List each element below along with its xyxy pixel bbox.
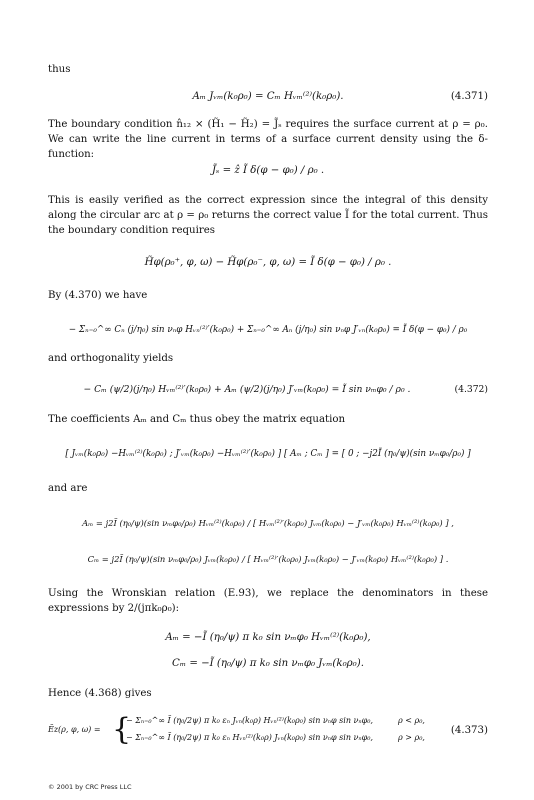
paragraph-boundary-condition: The boundary condition n̂₁₂ × (H̃₁ − H̃₂) = J̃ₛ requires the surface current at ρ = ρ₀. We can write the line current in terms of a surface current density using the δ-function: (48, 119, 488, 160)
equation-Cm (48, 542, 488, 576)
text-orthogonality: and orthogonality yields (48, 353, 174, 364)
equation-case-inner: − Σₙ₌₀^∞ Ĩ (η₀/2ψ) π k₀ εₙ Jᵥₙ(k₀ρ) Hᵥₙ⁽²⁾(k₀ρ₀) sin νₙφ sin νₙφ₀, (126, 716, 373, 725)
equation-number: (4.373) (450, 725, 488, 736)
text-thus: thus (48, 64, 71, 75)
equation-body: Cₘ = −Ĩ (η₀/ψ) π k₀ sin νₘφ₀ Jᵥₘ(k₀ρ₀). (172, 658, 364, 669)
equation-4-372 (48, 376, 488, 404)
equation-number: (4.371) (450, 91, 488, 102)
equation-body: [ Jᵥₘ(k₀ρ₀) −Hᵥₘ⁽²⁾(k₀ρ₀) ; J′ᵥₘ(k₀ρ₀) −Hᵥₘ⁽²⁾′(k₀ρ₀) ] [ Aₘ ; Cₘ ] = [ 0 ; −j2Ĩ (η₀/ψ)(sin νₘφ₀/ρ₀) ] (65, 449, 471, 459)
text-and-are: and are (48, 483, 88, 494)
text-hence: Hence (4.368) gives (48, 688, 152, 699)
equation-4-371 (48, 91, 488, 102)
equation-matrix (48, 432, 488, 476)
equation-surface-current (48, 156, 488, 186)
equation-4-373 (48, 712, 488, 752)
equation-body: Aₘ = −Ĩ (η₀/ψ) π k₀ sin νₘφ₀ Hᵥₘ⁽²⁾(k₀ρ₀), (165, 632, 371, 643)
equation-body: Cₘ = j2Ĩ (η₀/ψ)(sin νₘφ₀/ρ₀) Jᵥₘ(k₀ρ₀) / [ Hᵥₘ⁽²⁾′(k₀ρ₀) Jᵥₘ(k₀ρ₀) − J′ᵥₘ(k₀ρ₀) Hᵥₘ⁽²⁾(k₀ρ₀) ] . (87, 554, 449, 564)
text-by-4-370: By (4.370) we have (48, 290, 148, 301)
equation-body: H̃φ(ρ₀⁺, φ, ω) − H̃φ(ρ₀⁻, φ, ω) = Ĩ δ(φ − φ₀) / ρ₀ . (144, 257, 392, 268)
equation-case-outer-condition: ρ > ρ₀, (398, 733, 425, 742)
brace-glyph: { (112, 712, 132, 747)
equation-Am-simplified (48, 626, 488, 650)
paragraph-wronskian: Using the Wronskian relation (E.93), we replace the denominators in these expressions by 2/(jπk₀ρ₀): (48, 588, 488, 614)
equation-body: J̃ₛ = ẑ Ĩ δ(φ − φ₀) / ρ₀ . (211, 165, 325, 176)
equation-Am (48, 506, 488, 540)
copyright-footer: © 2001 by CRC Press LLC (48, 783, 132, 791)
equation-body: − Cₘ (ψ/2)(j/η₀) Hᵥₘ⁽²⁾′(k₀ρ₀) + Aₘ (ψ/2)(j/η₀) J′ᵥₘ(k₀ρ₀) = Ĩ sin νₘφ₀ / ρ₀ . (83, 384, 411, 395)
paragraph-verification: This is easily verified as the correct expression since the integral of this density along the circular arc at ρ = ρ₀ returns the correct value Ĩ for the total current. Thus the boundary condition requires (48, 195, 488, 236)
equation-Cm-simplified (48, 652, 488, 676)
equation-case-inner-condition: ρ < ρ₀, (398, 716, 425, 725)
equation-number: (4.372) (454, 384, 488, 395)
equation-body: Aₘ Jᵥₘ(k₀ρ₀) = Cₘ Hᵥₘ⁽²⁾(k₀ρ₀). (192, 91, 344, 102)
text-coefficients: The coefficients Aₘ and Cₘ thus obey the matrix equation (48, 414, 346, 425)
equation-boundary-condition (48, 248, 488, 278)
equation-lhs: Ẽz(ρ, φ, ω) = (48, 725, 101, 734)
equation-case-outer: − Σₙ₌₀^∞ Ĩ (η₀/2ψ) π k₀ εₙ Hᵥₙ⁽²⁾(k₀ρ) Jᵥₙ(k₀ρ₀) sin νₙφ sin νₙφ₀, (126, 733, 373, 742)
equation-body: − Σₙ₌₀^∞ Cₙ (j/η₀) sin νₙφ Hᵥₙ⁽²⁾′(k₀ρ₀) + Σₙ₌₀^∞ Aₙ (j/η₀) sin νₙφ J′ᵥₙ(k₀ρ₀) = Ĩ δ(φ − φ₀) / ρ₀ (68, 325, 468, 335)
equation-series-sum (48, 312, 488, 348)
equation-body: Aₘ = j2Ĩ (η₀/ψ)(sin νₘφ₀/ρ₀) Hᵥₘ⁽²⁾(k₀ρ₀) / [ Hᵥₘ⁽²⁾′(k₀ρ₀) Jᵥₘ(k₀ρ₀) − J′ᵥₘ(k₀ρ₀) Hᵥₘ⁽²⁾(k₀ρ₀) ] , (82, 518, 454, 528)
